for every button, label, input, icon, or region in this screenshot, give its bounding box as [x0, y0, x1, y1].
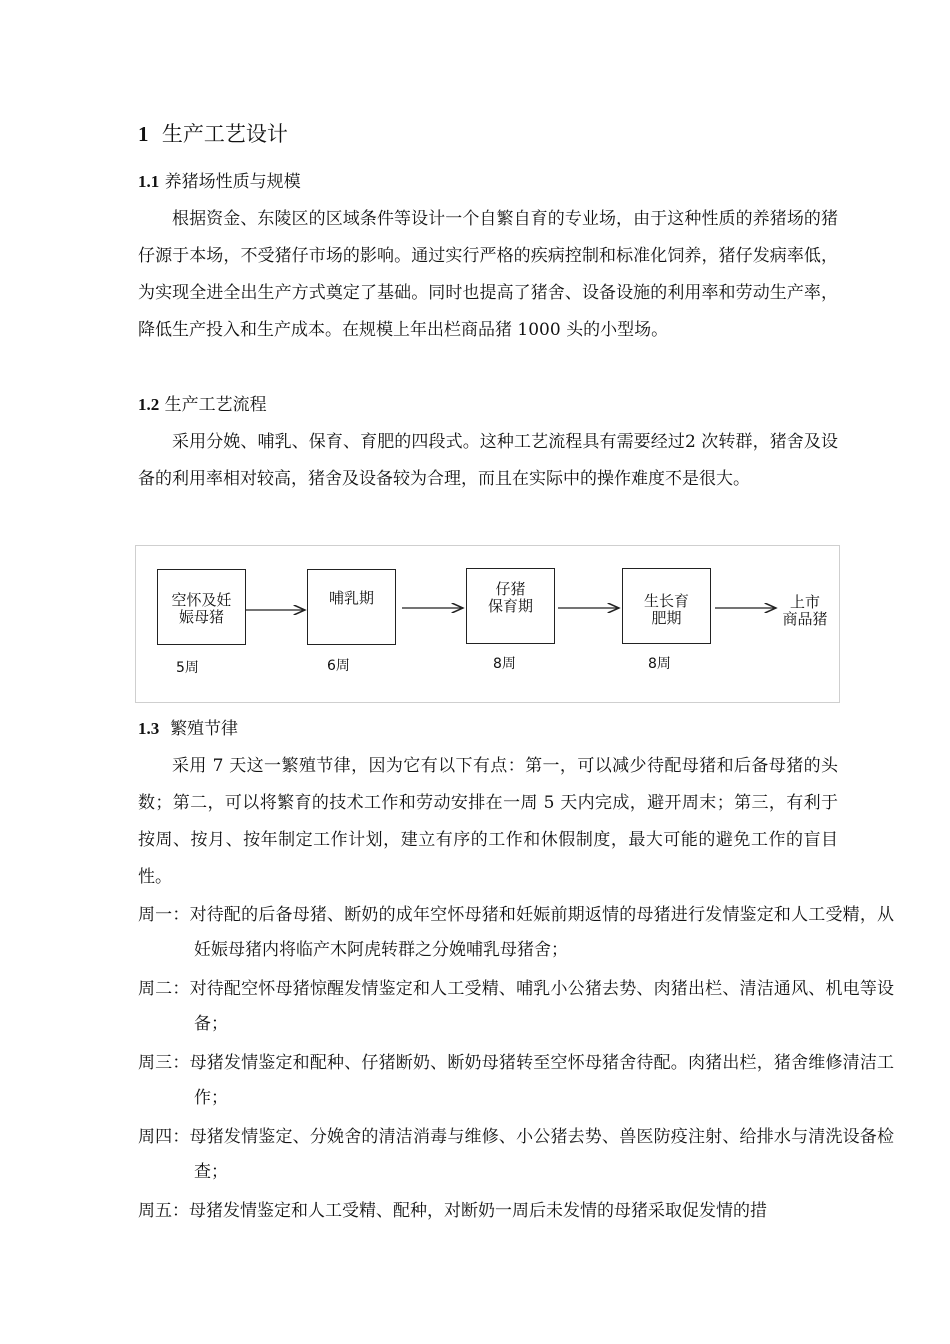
stage-label: 空怀及妊 娠母猪	[171, 591, 232, 626]
schedule-text: 母猪发情鉴定和配种、仔猪断奶、断奶母猪转至空怀母猪舍待配。肉猪出栏，猪舍维修清洁工作；	[189, 1053, 895, 1108]
section-1-2-paragraph: 采用分娩、哺乳、保育、育肥的四段式。这种工艺流程具有需要经过2 次转群，猪舍及设备的利用率相对较高，猪舍及设备较为合理，而且在实际中的操作难度不是很大。	[138, 432, 838, 489]
section-1-1-paragraph: 根据资金、东陵区的区域条件等设计一个自繁自育的专业场，由于这种性质的养猪场的猪仔源于本场，不受猪仔市场的影响。通过实行严格的疾病控制和标准化饲养，猪仔发病率低，为实现全进全出生产方式奠定了基础。同时也提高了猪舍、设备设施的利用率和劳动生产率，降低生产投入和生产成本。在规模上年出栏商品猪 1000 头的小型场。	[138, 209, 838, 340]
chapter-title	[138, 118, 288, 150]
section-heading-1-1	[138, 168, 301, 196]
schedule-item-tuesday	[138, 972, 894, 1042]
section-heading-text: 生产工艺流程	[164, 395, 267, 415]
schedule-item-thursday	[138, 1120, 894, 1190]
stage-label: 仔猪 保育期	[487, 580, 533, 615]
section-heading-text: 繁殖节律	[170, 719, 239, 739]
stage-duration: 6周	[327, 658, 350, 674]
stage-duration: 8周	[648, 656, 671, 672]
schedule-day: 周二：	[138, 979, 190, 999]
section-1-3-paragraph: 采用 7 天这一繁殖节律，因为它有以下有点：第一，可以减少待配母猪和后备母猪的头数；第二，可以将繁育的技术工作和劳动安排在一周 5 天内完成，避开周末；第三，有利于按周、按月、按年制定工作计划，建立有序的工作和休假制度，最大可能的避免工作的盲目性。	[138, 756, 838, 887]
chapter-title-text: 生产工艺设计	[161, 122, 288, 146]
stage-duration: 5周	[176, 660, 199, 676]
stage-box-lactation	[307, 569, 396, 645]
process-flow-diagram	[135, 545, 840, 703]
schedule-day: 周三：	[138, 1053, 190, 1073]
schedule-day: 周一：	[138, 905, 190, 925]
schedule-text: 母猪发情鉴定、分娩舍的清洁消毒与维修、小公猪去势、兽医防疫注射、给排水与清洗设备检查；	[189, 1127, 895, 1182]
schedule-text: 对待配的后备母猪、断奶的成年空怀母猪和妊娠前期返情的母猪进行发情鉴定和人工受精，从妊娠母猪内将临产木阿虎转群之分娩哺乳母猪舍；	[189, 905, 895, 960]
schedule-text: 对待配空怀母猪惊醒发情鉴定和人工受精、哺乳小公猪去势、肉猪出栏、清洁通风、机电等设备；	[189, 979, 895, 1034]
section-number: 1.3	[138, 719, 160, 738]
stage-label: 哺乳期	[328, 589, 374, 607]
market-pig-label: 上市 商品猪	[782, 593, 828, 628]
stage-box-nursery	[466, 568, 555, 644]
section-number: 1.2	[138, 395, 160, 414]
stage-label: 生长育 肥期	[643, 592, 689, 627]
section-heading-1-3	[138, 715, 238, 743]
stage-box-finishing	[622, 568, 711, 644]
schedule-day: 周四：	[138, 1127, 190, 1147]
section-heading-text: 养猪场性质与规模	[164, 172, 301, 192]
schedule-item-monday	[138, 898, 894, 968]
stage-duration: 8周	[493, 656, 516, 672]
chapter-number: 1	[138, 122, 149, 146]
schedule-item-friday	[138, 1194, 894, 1229]
schedule-day: 周五：	[138, 1201, 189, 1221]
section-heading-1-2	[138, 391, 267, 419]
section-number: 1.1	[138, 172, 160, 191]
stage-box-gestation	[157, 569, 246, 645]
schedule-item-wednesday	[138, 1046, 894, 1116]
schedule-text: 母猪发情鉴定和人工受精、配种，对断奶一周后未发情的母猪采取促发情的措	[189, 1201, 767, 1221]
